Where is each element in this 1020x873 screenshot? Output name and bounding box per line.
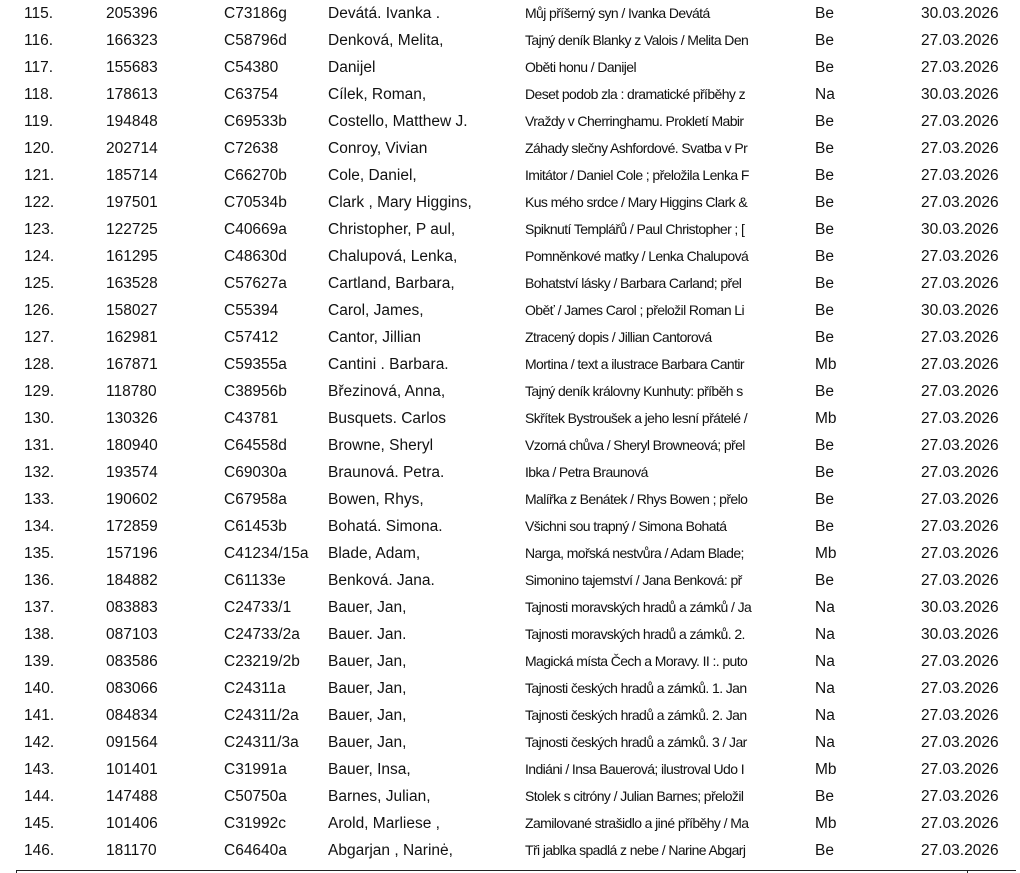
table-row: [0, 810, 1020, 837]
record-id: 083066: [106, 680, 158, 697]
category-code: Be: [815, 167, 834, 184]
due-date: 27.03.2026: [921, 194, 999, 211]
shelf-signature: C50750a: [224, 788, 287, 805]
author-name: Abgarjan , Narinė,: [328, 842, 453, 859]
due-date: 27.03.2026: [921, 383, 999, 400]
book-title: Všichni sou trapný / Simona Bohatá: [525, 518, 727, 534]
row-number: 117.: [24, 59, 54, 76]
row-number: 116.: [24, 32, 54, 49]
category-code: Be: [815, 194, 834, 211]
table-row: [0, 513, 1020, 540]
shelf-signature: C23219/2b: [224, 653, 300, 670]
category-code: Na: [815, 734, 835, 751]
table-row: [0, 0, 1020, 27]
shelf-signature: C24733/1: [224, 599, 292, 616]
book-title: Záhady slečny Ashfordové. Svatba v Pr: [525, 140, 748, 156]
due-date: 27.03.2026: [921, 788, 999, 805]
record-id: 178613: [106, 86, 158, 103]
category-code: Na: [815, 599, 835, 616]
table-row: [0, 135, 1020, 162]
record-id: 083586: [106, 653, 158, 670]
category-code: Mb: [815, 356, 837, 373]
shelf-signature: C58796d: [224, 32, 287, 49]
table-row: [0, 783, 1020, 810]
row-number: 144.: [24, 788, 55, 805]
category-code: Be: [815, 221, 834, 238]
table-row: [0, 459, 1020, 486]
record-id: 158027: [106, 302, 158, 319]
due-date: 27.03.2026: [921, 707, 999, 724]
category-code: Be: [815, 275, 834, 292]
shelf-signature: C55394: [224, 302, 279, 319]
category-code: Be: [815, 140, 834, 157]
row-number: 126.: [24, 302, 55, 319]
author-name: Bauer. Jan.: [328, 626, 407, 643]
shelf-signature: C70534b: [224, 194, 287, 211]
due-date: 27.03.2026: [921, 32, 999, 49]
book-title: Oběti honu / Danijel: [525, 59, 636, 75]
book-title: Tajnosti moravských hradů a zámků. 2.: [525, 626, 745, 642]
table-row: [0, 675, 1020, 702]
book-title: Simonino tajemství / Jana Benková: př: [525, 572, 742, 588]
book-title: Tajnosti českých hradů a zámků. 1. Jan: [525, 680, 747, 696]
shelf-signature: C66270b: [224, 167, 287, 184]
book-title: Bohatství lásky / Barbara Carland; přel: [525, 275, 742, 291]
category-code: Be: [815, 248, 834, 265]
row-number: 118.: [24, 86, 54, 103]
due-date: 27.03.2026: [921, 815, 999, 832]
author-name: Bowen, Rhys,: [328, 491, 424, 508]
author-name: Chalupová, Lenka,: [328, 248, 458, 265]
shelf-signature: C73186g: [224, 5, 287, 22]
row-number: 121.: [24, 167, 55, 184]
book-title: Tři jablka spadlá z nebe / Narine Abgarj: [525, 842, 746, 858]
book-title: Vraždy v Cherringhamu. Prokletí Mabir: [525, 113, 744, 129]
due-date: 27.03.2026: [921, 248, 999, 265]
record-id: 194848: [106, 113, 158, 130]
author-name: Barnes, Julian,: [328, 788, 431, 805]
category-code: Be: [815, 32, 834, 49]
due-date: 27.03.2026: [921, 464, 999, 481]
table-row: [0, 621, 1020, 648]
table-row: [0, 81, 1020, 108]
due-date: 30.03.2026: [921, 5, 999, 22]
row-number: 122.: [24, 194, 55, 211]
shelf-signature: C54380: [224, 59, 279, 76]
author-name: Danijel: [328, 59, 376, 76]
due-date: 27.03.2026: [921, 545, 999, 562]
table-row: [0, 270, 1020, 297]
record-id: 172859: [106, 518, 158, 535]
shelf-signature: C64558d: [224, 437, 287, 454]
book-title: Můj příšerný syn / Ivanka Devátá: [525, 5, 710, 21]
row-number: 125.: [24, 275, 55, 292]
record-id: 101401: [106, 761, 158, 778]
book-title: Imitátor / Daniel Cole ; přeložila Lenka F: [525, 167, 749, 183]
author-name: Conroy, Vivian: [328, 140, 428, 157]
table-row: [0, 567, 1020, 594]
category-code: Na: [815, 626, 835, 643]
book-title: Tajnosti českých hradů a zámků. 3 / Jar: [525, 734, 747, 750]
table-row: [0, 162, 1020, 189]
book-title: Deset podob zla : dramatické příběhy z: [525, 86, 745, 102]
shelf-signature: C69030a: [224, 464, 287, 481]
due-date: 27.03.2026: [921, 329, 999, 346]
record-id: 101406: [106, 815, 158, 832]
author-name: Cartland, Barbara,: [328, 275, 455, 292]
due-date: 27.03.2026: [921, 275, 999, 292]
author-name: Browne, Sheryl: [328, 437, 434, 454]
record-id: 118780: [106, 383, 157, 400]
shelf-signature: C24311/2a: [224, 707, 299, 724]
category-code: Be: [815, 5, 834, 22]
author-name: Cole, Daniel,: [328, 167, 417, 184]
due-date: 27.03.2026: [921, 491, 999, 508]
category-code: Be: [815, 788, 834, 805]
row-number: 123.: [24, 221, 55, 238]
table-row: [0, 729, 1020, 756]
category-code: Be: [815, 113, 834, 130]
author-name: Benková. Jana.: [328, 572, 435, 589]
category-code: Be: [815, 572, 834, 589]
shelf-signature: C24311a: [224, 680, 286, 697]
author-name: Cílek, Roman,: [328, 86, 427, 103]
due-date: 30.03.2026: [921, 599, 999, 616]
table-row: [0, 351, 1020, 378]
book-title: Tajnosti českých hradů a zámků. 2. Jan: [525, 707, 747, 723]
book-title: Ztracený dopis / Jillian Cantorová: [525, 329, 712, 345]
table-row: [0, 216, 1020, 243]
category-code: Mb: [815, 410, 837, 427]
due-date: 27.03.2026: [921, 734, 999, 751]
table-row: [0, 594, 1020, 621]
row-number: 115.: [24, 5, 54, 22]
row-number: 136.: [24, 572, 55, 589]
author-name: Bauer, Jan,: [328, 599, 407, 616]
record-id: 202714: [106, 140, 158, 157]
shelf-signature: C72638: [224, 140, 279, 157]
author-name: Bauer, Insa,: [328, 761, 411, 778]
record-id: 205396: [106, 5, 158, 22]
category-code: Mb: [815, 761, 837, 778]
due-date: 27.03.2026: [921, 653, 999, 670]
shelf-signature: C24311/3a: [224, 734, 299, 751]
author-name: Bauer, Jan,: [328, 707, 407, 724]
due-date: 30.03.2026: [921, 221, 999, 238]
record-id: 084834: [106, 707, 158, 724]
book-title: Malířka z Benátek / Rhys Bowen ; přelo: [525, 491, 748, 507]
record-id: 167871: [106, 356, 158, 373]
table-row: [0, 189, 1020, 216]
book-title: Kus mého srdce / Mary Higgins Clark &: [525, 194, 748, 210]
table-row: [0, 378, 1020, 405]
book-title: Oběť / James Carol ; přeložil Roman Li: [525, 302, 744, 318]
category-code: Na: [815, 707, 835, 724]
row-number: 146.: [24, 842, 55, 859]
row-number: 139.: [24, 653, 55, 670]
row-number: 135.: [24, 545, 55, 562]
author-name: Bauer, Jan,: [328, 734, 407, 751]
book-title: Magická místa Čech a Moravy. II :. puto: [525, 653, 748, 669]
category-code: Be: [815, 464, 834, 481]
table-row: [0, 702, 1020, 729]
author-name: Costello, Matthew J.: [328, 113, 468, 130]
due-date: 27.03.2026: [921, 518, 999, 535]
due-date: 27.03.2026: [921, 842, 999, 859]
record-id: 181170: [106, 842, 157, 859]
record-id: 087103: [106, 626, 158, 643]
book-title: Stolek s citróny / Julian Barnes; přeložil: [525, 788, 744, 804]
row-number: 133.: [24, 491, 55, 508]
book-title: Tajnosti moravských hradů a zámků / Ja: [525, 599, 752, 615]
record-id: 122725: [106, 221, 158, 238]
author-name: Carol, James,: [328, 302, 424, 319]
author-name: Busquets. Carlos: [328, 410, 447, 427]
author-name: Blade, Adam,: [328, 545, 421, 562]
book-title: Skřítek Bystroušek a jeho lesní přátelé /: [525, 410, 748, 426]
table-row: [0, 243, 1020, 270]
row-number: 131.: [24, 437, 55, 454]
category-code: Be: [815, 329, 834, 346]
record-id: 185714: [106, 167, 158, 184]
shelf-signature: C67958a: [224, 491, 287, 508]
due-date: 30.03.2026: [921, 626, 999, 643]
shelf-signature: C41234/15a: [224, 545, 309, 562]
due-date: 27.03.2026: [921, 680, 999, 697]
author-name: Denková, Melita,: [328, 32, 444, 49]
due-date: 27.03.2026: [921, 437, 999, 454]
table-row: [0, 756, 1020, 783]
book-title: Tajný deník královny Kunhuty: příběh s: [525, 383, 743, 399]
category-code: Be: [815, 59, 834, 76]
book-title: Tajný deník Blanky z Valois / Melita Den: [525, 32, 749, 48]
shelf-signature: C61453b: [224, 518, 287, 535]
category-code: Mb: [815, 815, 837, 832]
author-name: Březinová, Anna,: [328, 383, 446, 400]
row-number: 137.: [24, 599, 55, 616]
book-title: Pomněnkové matky / Lenka Chalupová: [525, 248, 749, 264]
book-title: Ibka / Petra Braunová: [525, 464, 648, 480]
row-number: 127.: [24, 329, 55, 346]
category-code: Be: [815, 518, 834, 535]
author-name: Devátá. Ivanka .: [328, 5, 441, 22]
shelf-signature: C63754: [224, 86, 279, 103]
due-date: 27.03.2026: [921, 167, 999, 184]
book-title: Zamilované strašidlo a jiné příběhy / Ma: [525, 815, 749, 831]
category-code: Be: [815, 437, 834, 454]
record-id: 180940: [106, 437, 158, 454]
shelf-signature: C40669a: [224, 221, 287, 238]
shelf-signature: C64640a: [224, 842, 287, 859]
due-date: 27.03.2026: [921, 572, 999, 589]
record-id: 155683: [106, 59, 158, 76]
author-name: Bauer, Jan,: [328, 680, 407, 697]
category-code: Be: [815, 842, 834, 859]
row-number: 120.: [24, 140, 55, 157]
shelf-signature: C24733/2a: [224, 626, 300, 643]
author-name: Bohatá. Simona.: [328, 518, 443, 535]
table-row: [0, 837, 1020, 864]
shelf-signature: C31991a: [224, 761, 287, 778]
shelf-signature: C48630d: [224, 248, 287, 265]
table-row: [0, 648, 1020, 675]
row-number: 129.: [24, 383, 55, 400]
table-row: [0, 108, 1020, 135]
category-code: Na: [815, 653, 835, 670]
shelf-signature: C38956b: [224, 383, 287, 400]
record-id: 083883: [106, 599, 158, 616]
shelf-signature: C57627a: [224, 275, 287, 292]
shelf-signature: C59355a: [224, 356, 287, 373]
author-name: Clark , Mary Higgins,: [328, 194, 472, 211]
table-row: [0, 486, 1020, 513]
record-id: 184882: [106, 572, 158, 589]
category-code: Be: [815, 383, 834, 400]
record-id: 197501: [106, 194, 158, 211]
record-id: 193574: [106, 464, 158, 481]
record-id: 166323: [106, 32, 158, 49]
due-date: 30.03.2026: [921, 302, 999, 319]
record-id: 157196: [106, 545, 158, 562]
book-title: Indiáni / Insa Bauerová; ilustroval Udo I: [525, 761, 744, 777]
table-row: [0, 405, 1020, 432]
due-date: 27.03.2026: [921, 113, 999, 130]
category-code: Na: [815, 86, 835, 103]
table-row: [0, 297, 1020, 324]
row-number: 130.: [24, 410, 55, 427]
category-code: Na: [815, 680, 835, 697]
record-id: 163528: [106, 275, 158, 292]
shelf-signature: C57412: [224, 329, 279, 346]
bottom-border-line: [16, 870, 1016, 871]
category-code: Be: [815, 491, 834, 508]
author-name: Arold, Marliese ,: [328, 815, 440, 832]
category-code: Mb: [815, 545, 837, 562]
row-number: 119.: [24, 113, 54, 130]
book-title: Mortina / text a ilustrace Barbara Cantir: [525, 356, 744, 372]
row-number: 145.: [24, 815, 55, 832]
table-row: [0, 432, 1020, 459]
record-id: 130326: [106, 410, 158, 427]
book-title: Spiknutí Templářů / Paul Christopher ; [: [525, 221, 745, 237]
row-number: 143.: [24, 761, 55, 778]
row-number: 140.: [24, 680, 55, 697]
due-date: 27.03.2026: [921, 410, 999, 427]
due-date: 27.03.2026: [921, 59, 999, 76]
due-date: 27.03.2026: [921, 140, 999, 157]
author-name: Braunová. Petra.: [328, 464, 445, 481]
row-number: 124.: [24, 248, 55, 265]
record-id: 162981: [106, 329, 158, 346]
record-id: 147488: [106, 788, 158, 805]
author-name: Bauer, Jan,: [328, 653, 407, 670]
table-row: [0, 54, 1020, 81]
shelf-signature: C61133e: [224, 572, 286, 589]
row-number: 132.: [24, 464, 55, 481]
row-number: 128.: [24, 356, 55, 373]
record-id: 190602: [106, 491, 158, 508]
row-number: 142.: [24, 734, 55, 751]
shelf-signature: C31992c: [224, 815, 287, 832]
book-title: Vzorná chůva / Sheryl Browneová; přel: [525, 437, 745, 453]
due-date: 30.03.2026: [921, 86, 999, 103]
category-code: Be: [815, 302, 834, 319]
table-row: [0, 324, 1020, 351]
record-id: 161295: [106, 248, 158, 265]
row-number: 141.: [24, 707, 55, 724]
shelf-signature: C43781: [224, 410, 279, 427]
row-number: 138.: [24, 626, 55, 643]
table-row: [0, 540, 1020, 567]
table-row: [0, 27, 1020, 54]
due-date: 27.03.2026: [921, 356, 999, 373]
author-name: Cantor, Jillian: [328, 329, 422, 346]
author-name: Cantini . Barbara.: [328, 356, 449, 373]
row-number: 134.: [24, 518, 55, 535]
book-title: Narga, mořská nestvůra / Adam Blade;: [525, 545, 744, 561]
author-name: Christopher, P aul,: [328, 221, 456, 238]
due-date: 27.03.2026: [921, 761, 999, 778]
shelf-signature: C69533b: [224, 113, 287, 130]
record-id: 091564: [106, 734, 158, 751]
